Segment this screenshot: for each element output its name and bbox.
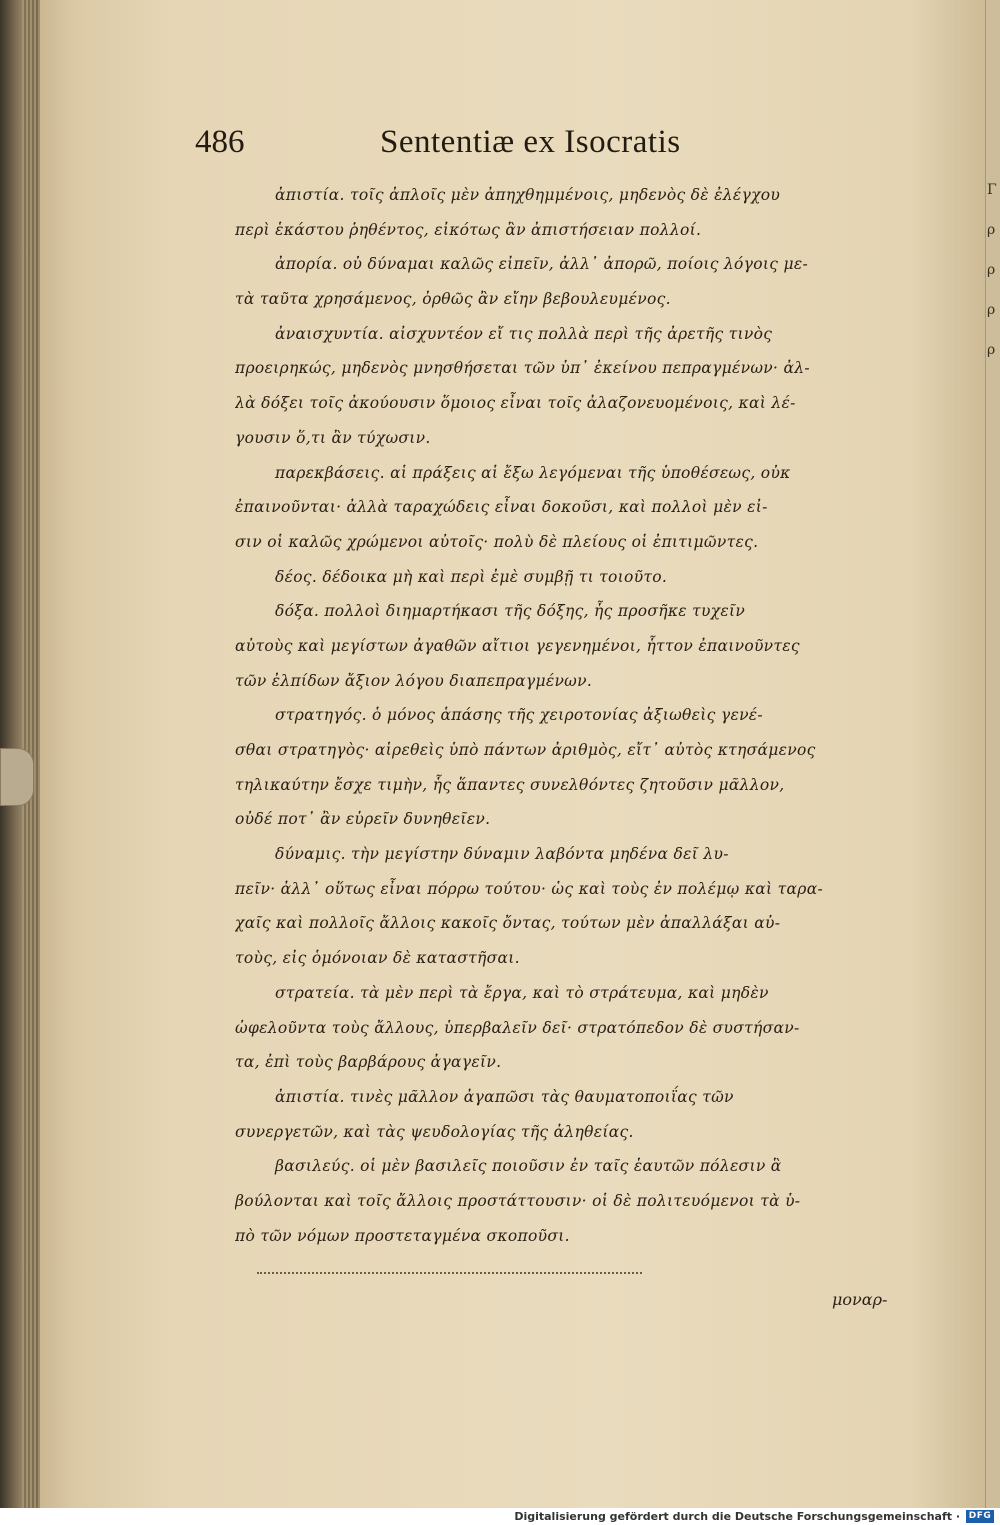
text-line: περὶ ἑκάστου ῥηθέντος, εἰκότως ἂν ἀπιστήσειαν πολλοί. (235, 220, 702, 239)
text-line: σθαι στρατηγὸς· αἱρεθεὶς ὑπὸ πάντων ἀριθμὸς, εἴτ᾽ αὐτὸς κτησάμενος (235, 741, 816, 759)
text-line: στρατηγός. ὁ μόνος ἁπάσης τῆς χειροτονίας ἀξιωθεὶς γενέ- (275, 706, 763, 725)
body-text (235, 178, 915, 1253)
page-header (195, 124, 795, 174)
text-line: σιν οἱ καλῶς χρώμενοι αὐτοῖς· πολὺ δὲ πλείους οἱ ἐπιτιμῶντες. (235, 532, 759, 551)
digitization-credit: Digitalisierung gefördert durch die Deutsche Forschungsgemeinschaft · (514, 1510, 960, 1523)
margin-mark: ρ (987, 262, 996, 278)
running-title: Sententiæ ex Isocratis (380, 124, 681, 160)
text-line: παρεκβάσεις. αἱ πράξεις αἱ ἔξω λεγόμεναι τῆς ὑποθέσεως, οὐκ (275, 463, 791, 482)
text-line: στρατεία. τὰ μὲν περὶ τὰ ἔργα, καὶ τὸ στράτευμα, καὶ μηδὲν (275, 983, 769, 1002)
text-line: δόξα. πολλοὶ διημαρτήκασι τῆς δόξης, ἧς προσῆκε τυχεῖν (275, 602, 746, 621)
next-page-margin-marks (987, 170, 1000, 390)
text-line: συνεργετῶν, καὶ τὰς ψευδολογίας τῆς ἀληθείας. (235, 1122, 634, 1141)
text-line: ἀναισχυντία. αἰσχυντέον εἴ τις πολλὰ περὶ τῆς ἀρετῆς τινὸς (275, 324, 773, 343)
dotted-rule (257, 1272, 642, 1274)
text-line: βασιλεύς. οἱ μὲν βασιλεῖς ποιοῦσιν ἐν ταῖς ἑαυτῶν πόλεσιν ἃ (275, 1157, 782, 1176)
book-clasp (0, 748, 34, 806)
text-line: ἐπαινοῦνται· ἀλλὰ ταραχώδεις εἶναι δοκοῦσι, καὶ πολλοὶ μὲν εἰ- (235, 498, 768, 517)
text-line: προειρηκώς, μηδενὸς μνησθήσεται τῶν ὑπ᾽ ἐκείνου πεπραγμένων· ἀλ- (235, 359, 810, 378)
margin-mark: ρ (987, 342, 996, 358)
text-line: τὰ ταῦτα χρησάμενος, ὀρθῶς ἂν εἴην βεβουλευμένος. (235, 290, 671, 309)
text-line: λὰ δόξει τοῖς ἀκούουσιν ὅμοιος εἶναι τοῖς ἀλαζονευομένοις, καὶ λέ- (235, 394, 796, 413)
margin-mark: ρ (987, 222, 996, 238)
text-line: βούλονται καὶ τοῖς ἄλλοις προστάττουσιν· οἱ δὲ πολιτευόμενοι τὰ ὑ- (235, 1191, 801, 1210)
margin-mark: ρ (987, 302, 996, 318)
text-line: δύναμις. τὴν μεγίστην δύναμιν λαβόντα μηδένα δεῖ λυ- (275, 845, 729, 864)
text-line: ἀπιστία. τινὲς μᾶλλον ἀγαπῶσι τὰς θαυματοποιΐας τῶν (275, 1087, 734, 1106)
text-line: τῶν ἐλπίδων ἄξιον λόγου διαπεπραγμένων. (235, 671, 593, 690)
text-line: ἀπιστία. τοῖς ἀπλοῖς μὲν ἀπηχθημμένοις, μηδενὸς δὲ ἐλέγχου (275, 186, 781, 204)
text-line: αὐτοὺς καὶ μεγίστων ἀγαθῶν αἴτιοι γεγενημένοι, ἧττον ἐπαινοῦντες (235, 636, 800, 655)
margin-mark: Γ (987, 182, 997, 198)
dfg-logo: DFG (966, 1510, 994, 1523)
text-line: οὐδέ ποτ᾽ ἂν εὑρεῖν δυνηθεῖεν. (235, 810, 491, 829)
page-number: 486 (195, 124, 245, 160)
text-line: τα, ἐπὶ τοὺς βαρβάρους ἀγαγεῖν. (235, 1053, 502, 1072)
text-line: γουσιν ὅ,τι ἂν τύχωσιν. (235, 428, 431, 447)
text-line: χαῖς καὶ πολλοῖς ἄλλοις κακοῖς ὄντας, τούτων μὲν ἀπαλλάξαι αὐ- (235, 914, 781, 933)
text-line: ὠφελοῦντα τοὺς ἄλλους, ὑπερβαλεῖν δεῖ· στρατόπεδον δὲ συστήσαν- (235, 1018, 800, 1037)
text-line: πὸ τῶν νόμων προστεταγμένα σκοποῦσι. (235, 1226, 570, 1245)
catchword: μοναρ- (832, 1290, 888, 1309)
text-line: πεῖν· ἀλλ᾽ οὕτως εἶναι πόρρω τούτου· ὡς καὶ τοὺς ἐν πολέμῳ καὶ ταρα- (235, 879, 824, 898)
text-line: τοὺς, εἰς ὁμόνοιαν δὲ καταστῆσαι. (235, 949, 520, 968)
text-line: τηλικαύτην ἔσχε τιμὴν, ἧς ἅπαντες συνελθόντες ζητοῦσιν μᾶλλον, (235, 775, 785, 794)
text-line: δέος. δέδοικα μὴ καὶ περὶ ἐμὲ συμβῇ τι τοιοῦτο. (275, 567, 668, 586)
text-line: ἀπορία. οὐ δύναμαι καλῶς εἰπεῖν, ἀλλ᾽ ἀπορῶ, ποίοις λόγοις με- (275, 255, 808, 274)
